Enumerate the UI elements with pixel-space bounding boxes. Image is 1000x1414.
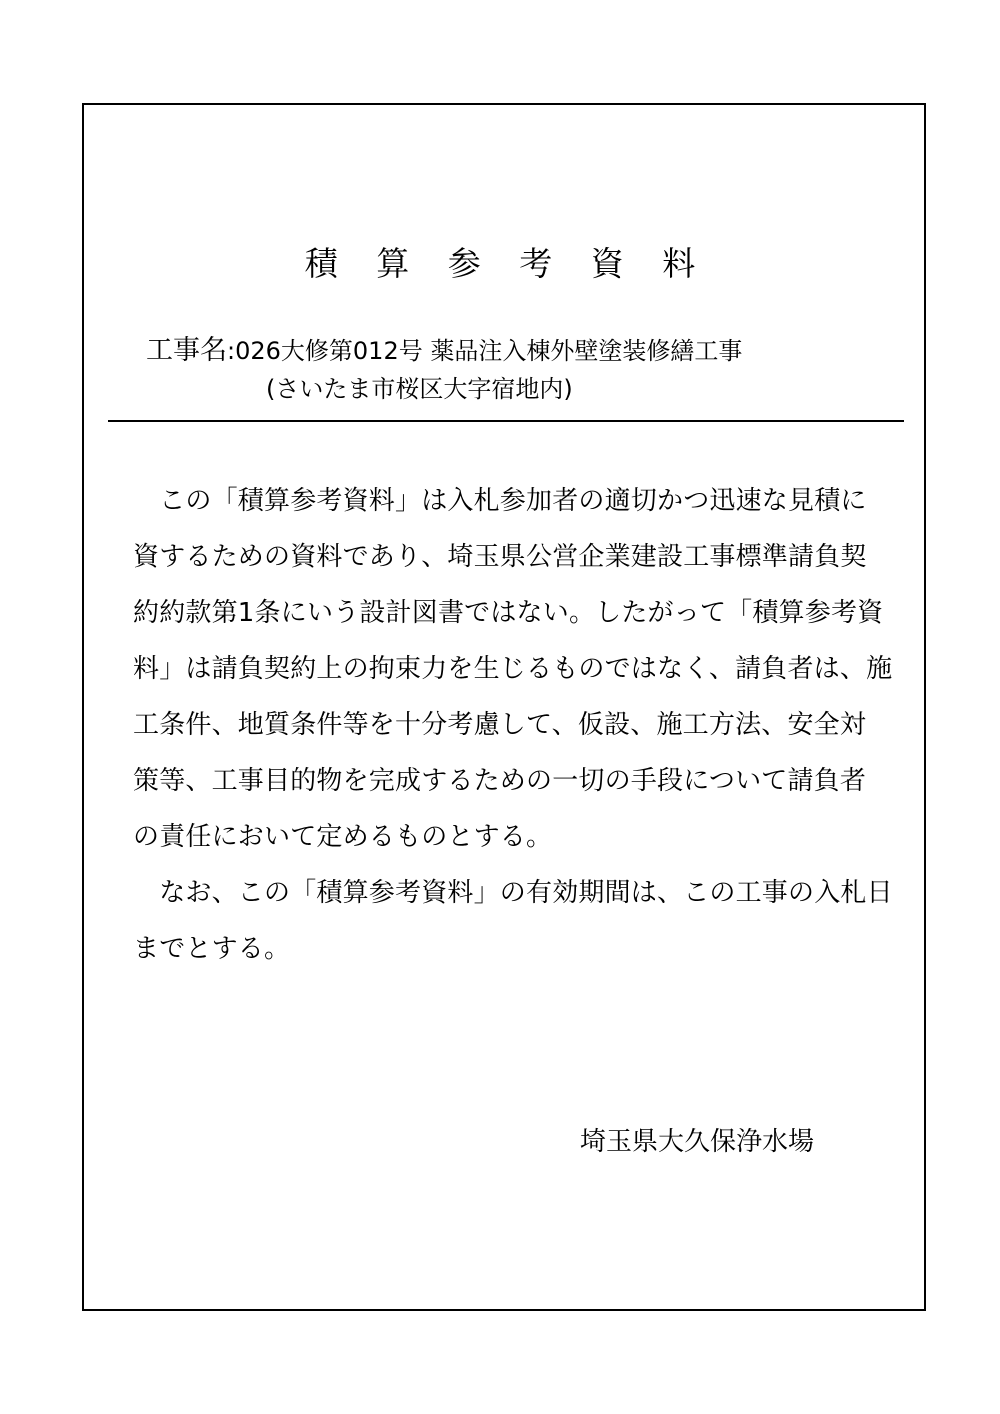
body-line: この「積算参考資料」は入札参加者の適切かつ迅速な見積に bbox=[133, 486, 867, 516]
divider-line bbox=[108, 420, 904, 422]
body-line: 約約款第1条にいう設計図書ではない。したがって「積算参考資 bbox=[133, 598, 884, 628]
body-line: 工条件、地質条件等を十分考慮して、仮設、施工方法、安全対 bbox=[133, 710, 867, 740]
project-name-line bbox=[146, 334, 742, 368]
project-separator: : bbox=[227, 337, 236, 365]
body-line: 資するための資料であり、埼玉県公営企業建設工事標準請負契 bbox=[133, 542, 867, 572]
issuer-signature: 埼玉県大久保浄水場 bbox=[580, 1127, 815, 1157]
project-name: 026大修第012号 薬品注入棟外壁塗装修繕工事 bbox=[235, 337, 743, 365]
body-paragraphs bbox=[133, 473, 905, 977]
document-title: 積 算 参 考 資 料 bbox=[304, 244, 710, 283]
body-line: 策等、工事目的物を完成するための一切の手段について請負者 bbox=[133, 766, 867, 796]
body-line: までとする。 bbox=[133, 934, 291, 964]
body-line: なお、この「積算参考資料」の有効期間は、この工事の入札日 bbox=[133, 878, 893, 908]
project-location: (さいたま市桜区大字宿地内) bbox=[266, 375, 573, 403]
body-line: の責任において定めるものとする。 bbox=[133, 822, 553, 852]
body-line: 料」は請負契約上の拘束力を生じるものではなく、請負者は、施 bbox=[133, 654, 893, 684]
project-label: 工事名 bbox=[146, 335, 227, 366]
